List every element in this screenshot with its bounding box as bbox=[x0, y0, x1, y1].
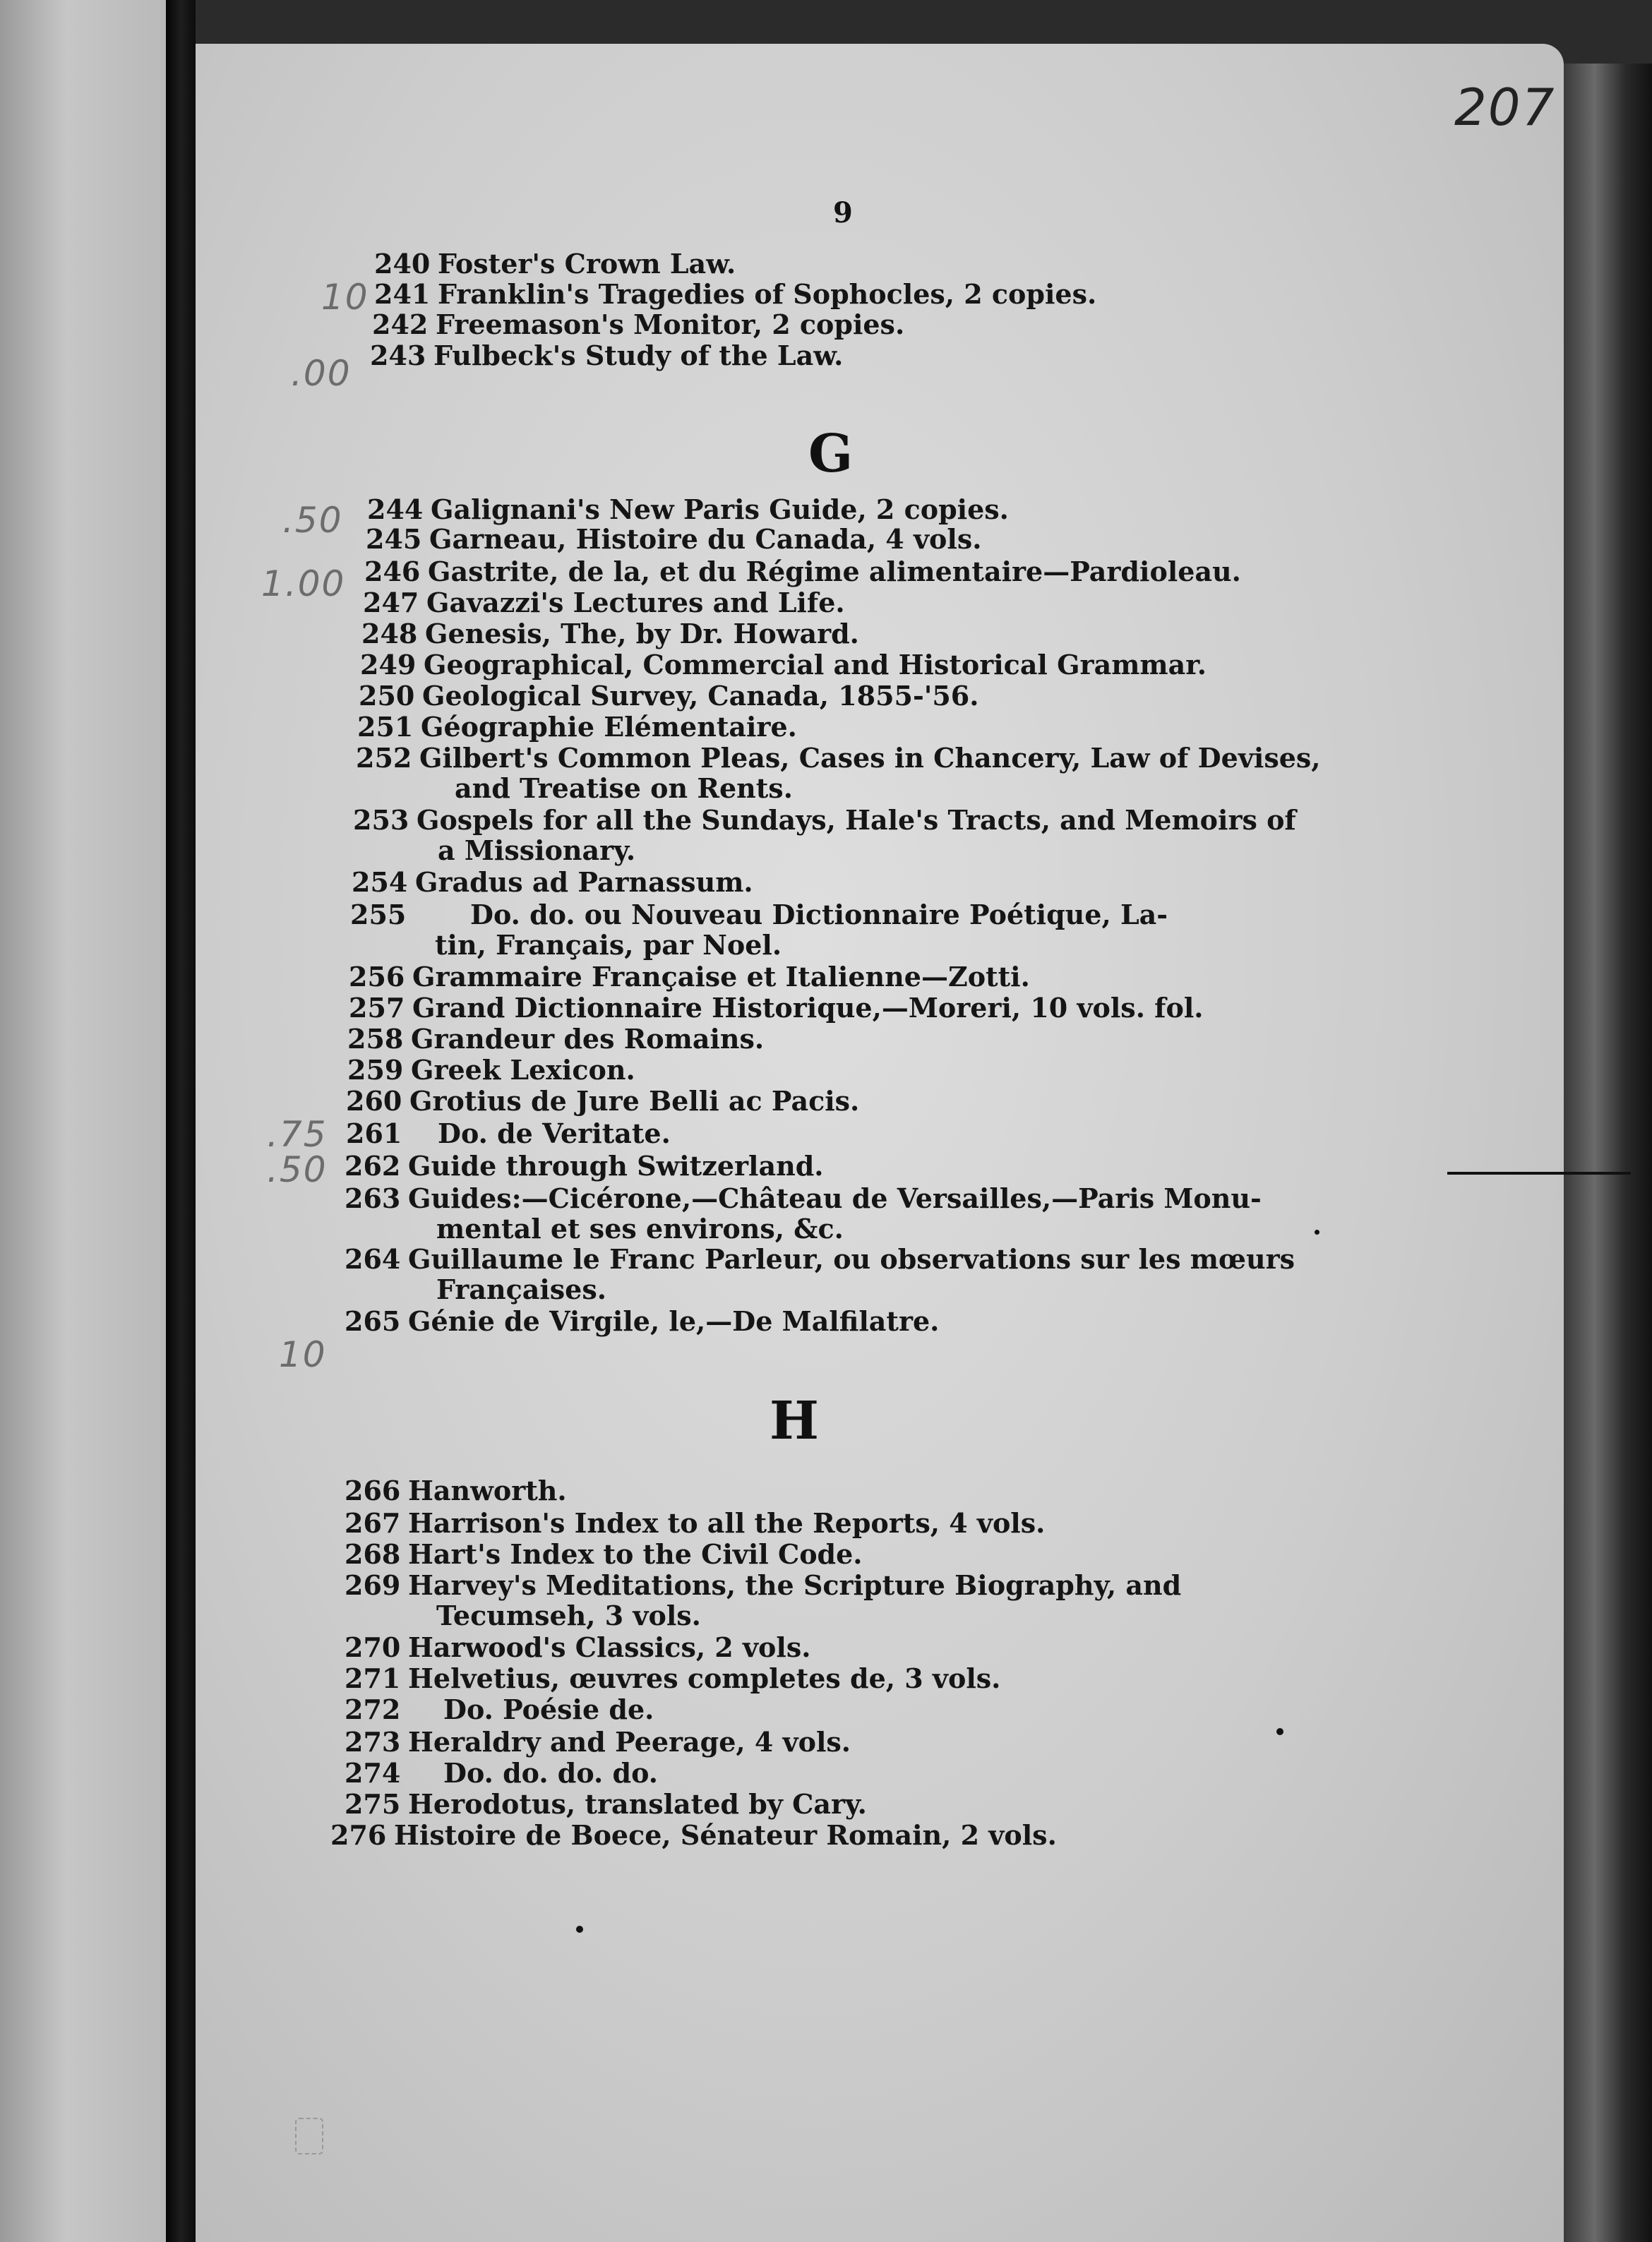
entry-252: 252 Gilbert's Common Pleas, Cases in Chancery, Law of Devises, and Treatise on Rents. bbox=[356, 742, 1321, 804]
entry-249: 249 Geographical, Commercial and Historical Grammar. bbox=[360, 649, 1207, 681]
pencil-note-246: 1.00 bbox=[261, 563, 346, 604]
entry-244: 244 Galignani's New Paris Guide, 2 copies. bbox=[367, 493, 1009, 525]
pencil-note-241: 10 bbox=[321, 277, 369, 318]
entry-254: 254 Gradus ad Parnassum. bbox=[352, 866, 753, 898]
entry-270: 270 Harwood's Classics, 2 vols. bbox=[345, 1631, 811, 1663]
pencil-note-243: .00 bbox=[291, 353, 352, 394]
pencil-note-260: .75 bbox=[267, 1114, 328, 1155]
entry-242: 242 Freemason's Monitor, 2 copies. bbox=[372, 308, 905, 340]
entry-263: 263 Guides:—Cicérone,—Château de Versailles,—Paris Monu- mental et ses environs, &c. bbox=[345, 1182, 1262, 1245]
print-speck bbox=[1315, 1230, 1319, 1235]
edge-mark bbox=[1447, 1172, 1631, 1175]
entry-243: 243 Fulbeck's Study of the Law. bbox=[370, 340, 844, 371]
entry-246: 246 Gastrite, de la, et du Régime alimentaire—Pardioleau. bbox=[364, 556, 1241, 587]
library-stamp bbox=[295, 2118, 323, 2154]
entry-251: 251 Géographie Elémentaire. bbox=[357, 711, 797, 743]
pencil-note-265: 10 bbox=[279, 1334, 327, 1375]
entry-255: 255 Do. do. ou Nouveau Dictionnaire Poétique, La- tin, Français, par Noel. bbox=[350, 899, 1168, 961]
entry-276: 276 Histoire de Boece, Sénateur Romain, 2 vols. bbox=[330, 1819, 1057, 1851]
entry-274: 274 Do. do. do. do. bbox=[345, 1757, 658, 1789]
entry-259: 259 Greek Lexicon. bbox=[347, 1054, 635, 1086]
section-heading-g: G bbox=[808, 424, 855, 484]
page-edges bbox=[1564, 64, 1652, 2242]
book-gutter bbox=[166, 0, 196, 2242]
entry-240: 240 Foster's Crown Law. bbox=[374, 248, 736, 280]
entry-261: 261 Do. de Veritate. bbox=[346, 1117, 671, 1149]
print-speck bbox=[1276, 1728, 1283, 1735]
entry-245: 245 Garneau, Histoire du Canada, 4 vols. bbox=[366, 523, 982, 555]
entry-268: 268 Hart's Index to the Civil Code. bbox=[345, 1538, 863, 1570]
entry-262: 262 Guide through Switzerland. bbox=[345, 1150, 824, 1182]
print-speck bbox=[576, 1926, 583, 1933]
entry-258: 258 Grandeur des Romains. bbox=[347, 1023, 765, 1055]
pencil-note-261: .50 bbox=[267, 1149, 328, 1190]
section-heading-h: H bbox=[770, 1391, 820, 1451]
entry-272: 272 Do. Poésie de. bbox=[345, 1694, 654, 1725]
pencil-note-244: .50 bbox=[282, 500, 343, 541]
page-number: 9 bbox=[833, 196, 853, 229]
handwritten-folio-number: 207 bbox=[1454, 78, 1556, 137]
entry-241: 241 Franklin's Tragedies of Sophocles, 2 copies. bbox=[374, 278, 1097, 310]
entry-257: 257 Grand Dictionnaire Historique,—Moreri, 10 vols. fol. bbox=[349, 992, 1204, 1024]
entry-253: 253 Gospels for all the Sundays, Hale's Tracts, and Memoirs of a Missionary. bbox=[353, 804, 1296, 866]
entry-273: 273 Heraldry and Peerage, 4 vols. bbox=[345, 1726, 851, 1758]
entry-265: 265 Génie de Virgile, le,—De Malfilatre. bbox=[345, 1305, 940, 1337]
entry-275: 275 Herodotus, translated by Cary. bbox=[345, 1788, 867, 1820]
entry-247: 247 Gavazzi's Lectures and Life. bbox=[363, 587, 845, 618]
entry-250: 250 Geological Survey, Canada, 1855-'56. bbox=[359, 680, 979, 712]
entry-260: 260 Grotius de Jure Belli ac Pacis. bbox=[346, 1085, 860, 1117]
entry-264: 264 Guillaume le Franc Parleur, ou observations sur les mœurs Françaises. bbox=[345, 1243, 1295, 1305]
entry-256: 256 Grammaire Française et Italienne—Zotti. bbox=[349, 961, 1030, 993]
entry-269: 269 Harvey's Meditations, the Scripture Biography, and Tecumseh, 3 vols. bbox=[345, 1569, 1182, 1631]
entry-267: 267 Harrison's Index to all the Reports, 4 vols. bbox=[345, 1507, 1046, 1539]
entry-271: 271 Helvetius, œuvres completes de, 3 vols. bbox=[345, 1662, 1001, 1694]
entry-266: 266 Hanworth. bbox=[345, 1475, 567, 1506]
facing-page bbox=[0, 0, 166, 2242]
entry-248: 248 Genesis, The, by Dr. Howard. bbox=[361, 618, 859, 649]
